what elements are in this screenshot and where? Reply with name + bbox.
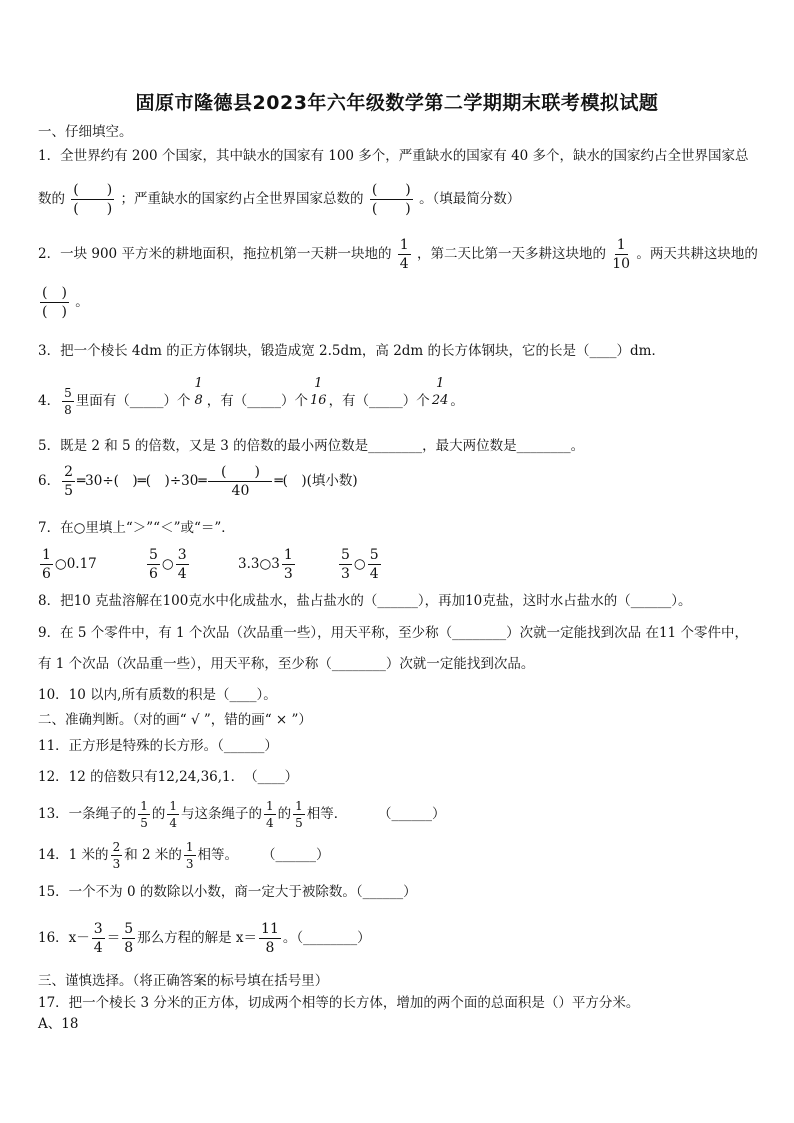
question-13-text-c: 与这条绳子的 <box>180 806 262 822</box>
question-4-text-c: ，有（_____）个 <box>328 393 430 409</box>
fraction: $\frac{1}{10}$ <box>612 237 631 272</box>
question-2-line-2 <box>38 284 89 320</box>
question-2-text-a: 2．一块 900 平方米的耕地面积，拖拉机第一天耕一块地的 <box>38 246 392 262</box>
fraction: $\frac{5}{6}$ <box>149 547 158 582</box>
fraction: $\frac{2}{5}$ <box>64 464 74 499</box>
question-2-text-b: ，第二天比第一天多耕这块地的 <box>416 246 606 262</box>
question-1-line-1: 1．全世界约有 200 个国家，其中缺水的国家有 100 多个，严重缺水的国家有 40 多个，缺水的国家约占全世界国家总 <box>38 148 749 164</box>
question-4-number: 4． <box>38 393 61 409</box>
question-16-text-a: 16．x－ <box>38 930 90 946</box>
question-13 <box>38 797 347 831</box>
section-heading-2: 二、准确判断。（对的画“ √ ”，错的画“ × ”） <box>38 712 312 728</box>
question-5: 5．既是 2 和 5 的倍数，又是 3 的倍数的最小两位数是________，最大两位数是________。 <box>38 438 585 454</box>
question-8: 8．把10 克盐溶解在100克水中化成盐水，盐占盐水的（______），再加10克盐，这时水占盐水的（______）。 <box>38 593 692 609</box>
answer-fraction-blank: $\frac{( )}{40}$ <box>208 465 272 498</box>
question-13-text-e: 相等． <box>306 806 348 822</box>
question-16-text-c: 那么方程的解是 x＝ <box>137 930 258 946</box>
fraction: $\frac{5}{8}$ <box>64 386 72 417</box>
question-14-answer: （______） <box>262 847 330 863</box>
question-13-answer: （______） <box>378 806 446 822</box>
question-1-line-2 <box>38 181 520 217</box>
fraction: $\frac{5}{3}$ <box>341 547 350 582</box>
section-heading-1: 一、仔细填空。 <box>38 124 133 140</box>
question-3: 3．把一个棱长 4dm 的正方体钢块，锻造成宽 2.5dm，高 2dm 的长方体钢块，它的长是（____）dm． <box>38 343 665 359</box>
question-6 <box>38 463 358 499</box>
question-6-text-a: ═30÷( )═( )÷30═ <box>77 473 207 489</box>
question-2-text-c: 。两天共耕这块地的 <box>636 246 758 262</box>
fraction: $\frac{1}{3}$ <box>185 840 194 871</box>
question-9-line-1: 9．在 5 个零件中，有 1 个次品（次品重一些），用天平称，至少称（________）次就一定能找到次品 在11 个零件中， <box>38 625 748 641</box>
section-heading-3: 三、谨慎选择。（将正确答案的标号填在括号里） <box>38 973 329 989</box>
question-9-line-2: 有 1 个次品（次品重一些），用天平称，至少称（________）次就一定能找到次品。 <box>38 656 535 672</box>
question-4-end: 。 <box>450 393 464 409</box>
fraction: $\frac{5}{4}$ <box>369 547 379 582</box>
question-4-text-b: ，有（_____）个 <box>206 393 309 409</box>
question-6-number: 6． <box>38 473 61 489</box>
compare-rest: ○0.17 <box>54 556 97 572</box>
question-13-text-a: 13．一条绳子的 <box>38 806 137 822</box>
compare-pre: 3.3○3 <box>238 556 280 572</box>
fraction: $\frac{5}{8}$ <box>124 921 134 956</box>
fraction: 1 16 <box>310 375 327 408</box>
question-16-text-d: 。（________） <box>282 930 371 946</box>
fraction: $\frac{1}{3}$ <box>283 547 293 582</box>
question-14 <box>38 838 238 872</box>
question-2-end: 。 <box>75 294 89 310</box>
question-1-text-a: 数的 <box>38 191 65 207</box>
question-14-text-c: 相等。 <box>197 847 239 863</box>
question-6-text-b: ═( )(填小数) <box>274 473 358 489</box>
question-12: 12．12 的倍数只有12,24,36,1． （____） <box>38 769 299 785</box>
question-16-text-b: ＝ <box>106 930 121 946</box>
fraction: $\frac{1}{4}$ <box>169 799 177 830</box>
fraction: $\frac{1}{5}$ <box>295 799 303 830</box>
question-17-option-a: A、18 <box>38 1016 79 1032</box>
question-13-text-d: 的 <box>277 806 292 822</box>
question-15: 15．一个不为 0 的数除以小数，商一定大于被除数。（______） <box>38 884 417 900</box>
question-7-compare-3 <box>238 546 297 582</box>
answer-fraction-blank: $\frac{( )}{( )}$ <box>42 285 67 320</box>
question-4 <box>38 375 464 419</box>
question-7-compare-1 <box>38 546 97 582</box>
question-7-line: 7．在○里填上“＞”“＜”或“＝”． <box>38 520 235 536</box>
question-16 <box>38 920 371 956</box>
fraction: $\frac{2}{3}$ <box>112 840 121 871</box>
compare-circle: ○ <box>353 556 366 572</box>
question-11: 11．正方形是特殊的长方形。（______） <box>38 738 278 754</box>
fraction: $\frac{3}{4}$ <box>93 921 103 956</box>
fraction: $\frac{1}{4}$ <box>265 799 274 830</box>
fraction: $\frac{1}{6}$ <box>42 547 51 582</box>
fraction: $\frac{1}{4}$ <box>399 237 409 272</box>
fraction: $\frac{11}{8}$ <box>261 921 279 956</box>
question-10: 10．10 以内,所有质数的积是（____）。 <box>38 687 277 703</box>
fraction: 1 24 <box>431 375 449 408</box>
fraction: 1 8 <box>194 375 203 408</box>
question-14-text-b: 和 2 米的 <box>124 847 182 863</box>
question-14-text-a: 14．1 米的 <box>38 847 109 863</box>
question-2-line-1 <box>38 236 758 272</box>
compare-circle: ○ <box>161 556 174 572</box>
question-17: 17．把一个棱长 3 分米的正方体，切成两个相等的长方体，增加的两个面的总面积是（）平方分米。 <box>38 995 640 1011</box>
question-1-text-c: 。（填最简分数） <box>419 191 521 207</box>
answer-fraction-blank: $\frac{( )}{( )}$ <box>73 182 113 217</box>
fraction: $\frac{3}{4}$ <box>177 547 187 582</box>
question-7-compare-4 <box>337 546 383 582</box>
question-4-text-a: 里面有（_____）个 <box>75 393 191 409</box>
page-title: 固原市隆德县2023年六年级数学第二学期期末联考模拟试题 <box>135 92 659 114</box>
question-7-compare-2 <box>145 546 191 582</box>
fraction: $\frac{1}{5}$ <box>140 799 148 830</box>
question-13-text-b: 的 <box>151 806 166 822</box>
question-1-text-b: ；严重缺水的国家约占全世界国家总数的 <box>120 191 364 207</box>
answer-fraction-blank: $\frac{( )}{( )}$ <box>371 182 411 217</box>
